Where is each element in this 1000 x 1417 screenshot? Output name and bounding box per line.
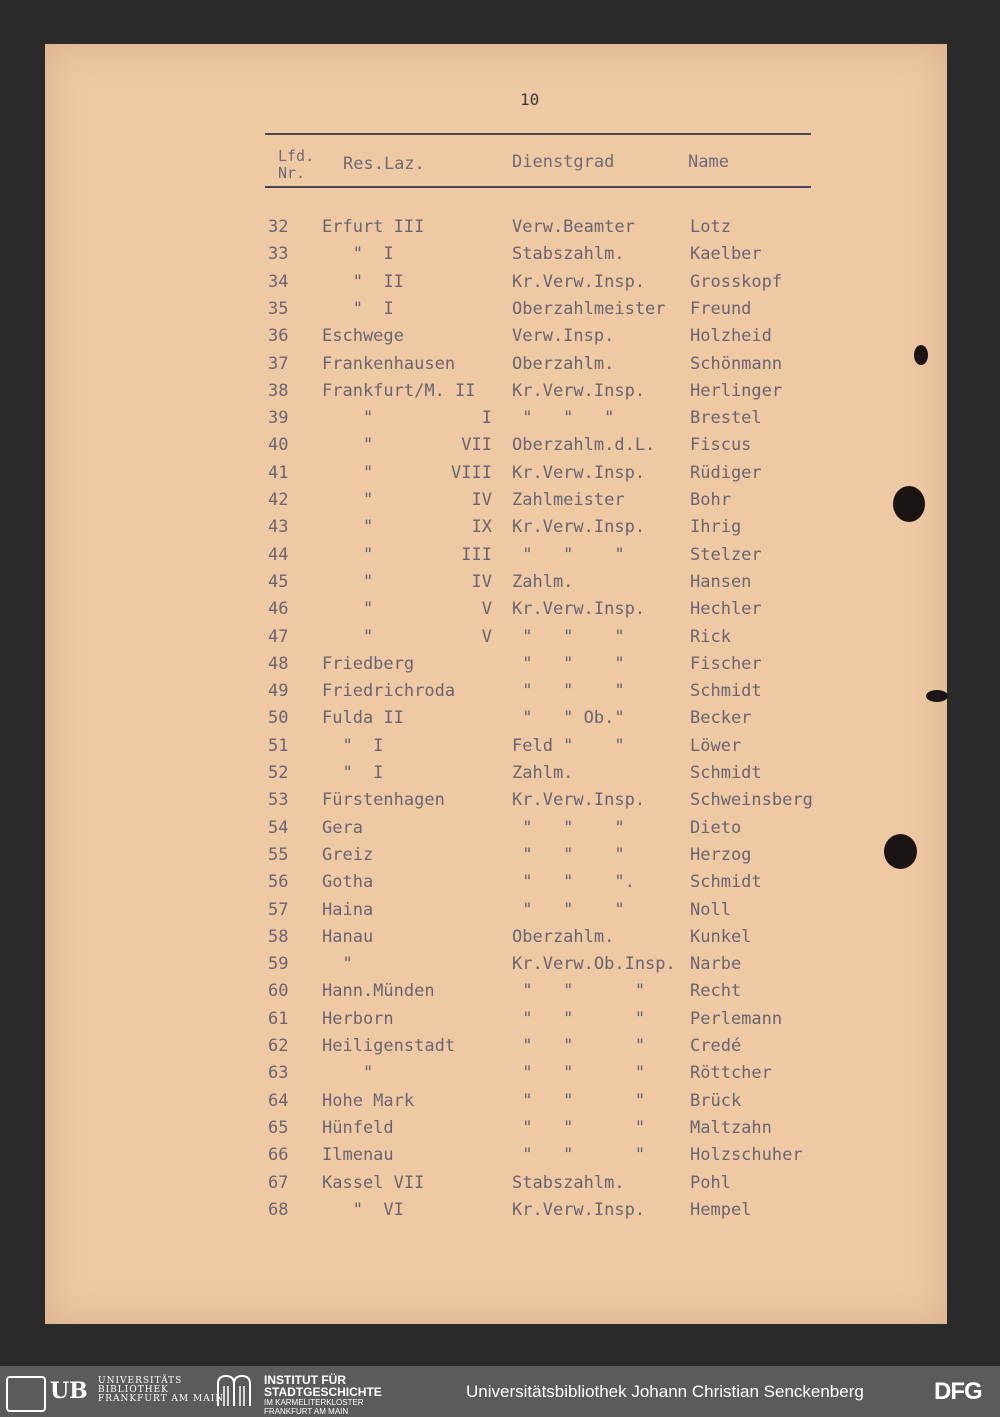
header-lfd: Lfd. xyxy=(278,147,315,165)
row-rank: Oberzahlm.d.L. xyxy=(512,435,656,456)
table-row xyxy=(0,900,1000,927)
row-rank: Stabszahlm. xyxy=(512,1172,625,1193)
row-name: Hansen xyxy=(690,571,752,592)
row-location-numeral: IV xyxy=(471,490,492,510)
row-number: 36 xyxy=(268,326,289,347)
row-location: Fulda II xyxy=(322,708,404,729)
row-rank: " " " xyxy=(512,1036,646,1056)
column-header-dienstgrad: Dienstgrad xyxy=(512,152,615,172)
row-location: " VI xyxy=(322,1199,404,1220)
row-location: " xyxy=(322,435,374,456)
table-row xyxy=(0,681,1000,708)
row-location-numeral: VIII xyxy=(451,462,492,483)
table-row xyxy=(0,1063,1000,1090)
row-name: Hechler xyxy=(690,599,762,620)
paper-mark xyxy=(914,345,928,365)
paper-mark xyxy=(926,690,948,702)
table-row xyxy=(0,1200,1000,1227)
table-row xyxy=(0,790,1000,817)
row-location: " I xyxy=(322,244,394,265)
row-number: 64 xyxy=(268,1090,289,1111)
row-number: 54 xyxy=(268,817,289,838)
row-name: Maltzahn xyxy=(690,1117,772,1138)
table-row xyxy=(0,381,1000,408)
row-rank: Verw.Beamter xyxy=(512,217,635,237)
row-location: Herborn xyxy=(322,1008,394,1029)
row-name: Kunkel xyxy=(690,926,752,947)
table-row xyxy=(0,763,1000,790)
table-row xyxy=(0,217,1000,244)
row-number: 32 xyxy=(268,217,289,237)
row-rank: Kr.Verw.Insp. xyxy=(512,271,646,292)
row-rank: " " ". xyxy=(512,872,635,893)
row-number: 38 xyxy=(268,380,289,401)
table-row xyxy=(0,1118,1000,1145)
row-rank: " " " xyxy=(512,817,625,838)
row-rank: Verw.Insp. xyxy=(512,326,615,347)
table-row xyxy=(0,708,1000,735)
row-number: 51 xyxy=(268,735,289,756)
row-rank: Kr.Verw.Insp. xyxy=(512,790,646,811)
table-row xyxy=(0,244,1000,271)
row-rank: Oberzahlm. xyxy=(512,353,615,374)
table-row xyxy=(0,736,1000,763)
row-name: Rüdiger xyxy=(690,462,762,483)
row-rank: " " " xyxy=(512,1008,646,1029)
row-name: Hempel xyxy=(690,1199,752,1220)
row-number: 65 xyxy=(268,1117,289,1138)
row-number: 43 xyxy=(268,517,289,538)
row-location: " I xyxy=(322,735,384,756)
row-name: Perlemann xyxy=(690,1008,783,1029)
row-name: Schweinsberg xyxy=(690,790,813,811)
isg-emblem-icon xyxy=(214,1374,254,1408)
table-row xyxy=(0,490,1000,517)
row-number: 37 xyxy=(268,353,289,374)
table-row xyxy=(0,927,1000,954)
row-location: " xyxy=(322,462,374,483)
row-number: 50 xyxy=(268,708,289,729)
row-location: Kassel VII xyxy=(322,1172,425,1193)
row-rank: " " Ob." xyxy=(512,708,625,729)
row-location-numeral: VII xyxy=(461,435,492,456)
table-row xyxy=(0,272,1000,299)
row-name: Fiscus xyxy=(690,435,752,456)
table-row xyxy=(0,1009,1000,1036)
row-location: Gotha xyxy=(322,872,374,893)
row-name: Löwer xyxy=(690,735,742,756)
row-number: 48 xyxy=(268,653,289,674)
row-name: Dieto xyxy=(690,817,742,838)
row-name: Pohl xyxy=(690,1172,731,1193)
row-number: 46 xyxy=(268,599,289,620)
row-name: Grosskopf xyxy=(690,271,783,292)
row-location: " xyxy=(322,1063,374,1084)
table-row xyxy=(0,1091,1000,1118)
row-name: Credé xyxy=(690,1036,742,1056)
row-number: 33 xyxy=(268,244,289,265)
row-rank: Kr.Verw.Insp. xyxy=(512,1199,646,1220)
table-row xyxy=(0,981,1000,1008)
row-rank: " " " xyxy=(512,653,625,674)
row-location: Hohe Mark xyxy=(322,1090,415,1111)
row-location: Hünfeld xyxy=(322,1117,394,1138)
row-location: Gera xyxy=(322,817,363,838)
row-location: " II xyxy=(322,271,404,292)
table-row xyxy=(0,1036,1000,1063)
row-number: 62 xyxy=(268,1036,289,1056)
row-rank: " " " xyxy=(512,1063,646,1084)
table-row xyxy=(0,954,1000,981)
table-row xyxy=(0,354,1000,381)
row-location: " xyxy=(322,408,374,429)
column-header-name: Name xyxy=(688,152,729,172)
ub-line-1: UNIVERSITÄTS xyxy=(98,1376,183,1386)
table-row xyxy=(0,627,1000,654)
row-rank: Kr.Verw.Insp. xyxy=(512,599,646,620)
row-rank: " " " xyxy=(512,408,615,429)
row-number: 47 xyxy=(268,626,289,647)
ub-emblem-icon xyxy=(6,1376,46,1412)
row-rank: " " " xyxy=(512,1145,646,1166)
isg-line-1: INSTITUT FÜR xyxy=(264,1373,346,1387)
column-header-res-laz: Res.Laz. xyxy=(343,154,425,174)
row-name: Bohr xyxy=(690,490,731,510)
row-location: " xyxy=(322,954,353,975)
row-location: " xyxy=(322,626,374,647)
row-number: 59 xyxy=(268,954,289,975)
isg-line-4: FRANKFURT AM MAIN xyxy=(264,1407,349,1416)
row-rank: Feld " " xyxy=(512,735,625,756)
row-number: 57 xyxy=(268,899,289,920)
row-location-numeral: V xyxy=(481,599,492,620)
row-location: " xyxy=(322,571,374,592)
row-name: Lotz xyxy=(690,217,731,237)
row-number: 63 xyxy=(268,1063,289,1084)
dfg-logo[interactable]: DFG xyxy=(934,1378,982,1405)
row-rank: Kr.Verw.Insp. xyxy=(512,517,646,538)
row-location: Ilmenau xyxy=(322,1145,394,1166)
row-number: 45 xyxy=(268,571,289,592)
row-name: Schönmann xyxy=(690,353,783,374)
row-name: Fischer xyxy=(690,653,762,674)
row-location: " I xyxy=(322,763,384,783)
footer-bar xyxy=(0,1366,1000,1417)
row-number: 55 xyxy=(268,844,289,865)
table-row xyxy=(0,845,1000,872)
row-number: 60 xyxy=(268,981,289,1002)
row-rank: Zahlm. xyxy=(512,571,574,592)
table-row xyxy=(0,572,1000,599)
ub-line-3: FRANKFURT AM MAIN xyxy=(98,1394,225,1404)
row-location: Haina xyxy=(322,899,374,920)
row-number: 42 xyxy=(268,490,289,510)
row-rank: " " " xyxy=(512,899,625,920)
row-location: " xyxy=(322,599,374,620)
table-row xyxy=(0,299,1000,326)
row-location-numeral: IX xyxy=(471,517,492,538)
column-header-lfd-nr xyxy=(278,148,314,182)
row-name: Rick xyxy=(690,626,731,647)
table-row xyxy=(0,408,1000,435)
row-location: " xyxy=(322,517,374,538)
row-number: 35 xyxy=(268,298,289,319)
row-location: " I xyxy=(322,298,394,319)
row-location: Friedrichroda xyxy=(322,681,456,702)
row-name: Holzschuher xyxy=(690,1145,803,1166)
row-rank: " " " xyxy=(512,681,625,702)
row-number: 53 xyxy=(268,790,289,811)
row-location: Eschwege xyxy=(322,326,404,347)
ub-logo-text: UB xyxy=(50,1378,88,1404)
header-rule-bottom xyxy=(265,186,811,188)
row-location: Heiligenstadt xyxy=(322,1036,456,1056)
isg-line-3: IM KARMELITERKLOSTER xyxy=(264,1398,364,1407)
ub-line-2: BIBLIOTHEK xyxy=(98,1385,169,1395)
ub-logo-caption xyxy=(98,1377,224,1404)
row-location-numeral: III xyxy=(461,544,492,565)
row-number: 66 xyxy=(268,1145,289,1166)
table-row xyxy=(0,517,1000,544)
row-location: " xyxy=(322,544,374,565)
table-row xyxy=(0,435,1000,462)
row-location: Hann.Münden xyxy=(322,981,435,1002)
row-number: 56 xyxy=(268,872,289,893)
row-location: Fürstenhagen xyxy=(322,790,445,811)
row-name: Holzheid xyxy=(690,326,772,347)
row-location: Friedberg xyxy=(322,653,415,674)
row-rank: " " " xyxy=(512,981,646,1002)
row-name: Noll xyxy=(690,899,731,920)
row-rank: Zahlm. xyxy=(512,763,574,783)
row-name: Freund xyxy=(690,298,752,319)
row-rank: " " " xyxy=(512,544,625,565)
row-rank: Oberzahlmeister xyxy=(512,298,666,319)
table-row xyxy=(0,1173,1000,1200)
table-row xyxy=(0,326,1000,353)
library-name-link[interactable]: Universitätsbibliothek Johann Christian Senckenberg xyxy=(466,1382,864,1401)
row-number: 61 xyxy=(268,1008,289,1029)
row-rank: Stabszahlm. xyxy=(512,244,625,265)
row-name: Kaelber xyxy=(690,244,762,265)
row-rank: " " " xyxy=(512,844,625,865)
row-name: Brestel xyxy=(690,408,762,429)
row-name: Stelzer xyxy=(690,544,762,565)
row-number: 67 xyxy=(268,1172,289,1193)
table-row xyxy=(0,545,1000,572)
table-row xyxy=(0,1145,1000,1172)
row-name: Narbe xyxy=(690,954,742,975)
table-row xyxy=(0,463,1000,490)
row-name: Schmidt xyxy=(690,763,762,783)
row-number: 68 xyxy=(268,1199,289,1220)
row-location: Erfurt III xyxy=(322,217,425,237)
row-number: 52 xyxy=(268,763,289,783)
row-rank: Zahlmeister xyxy=(512,490,625,510)
row-name: Ihrig xyxy=(690,517,742,538)
table-row xyxy=(0,818,1000,845)
row-name: Becker xyxy=(690,708,752,729)
row-name: Röttcher xyxy=(690,1063,772,1084)
punch-hole-bottom xyxy=(884,834,917,869)
row-number: 34 xyxy=(268,271,289,292)
row-number: 49 xyxy=(268,681,289,702)
row-rank: " " " xyxy=(512,626,625,647)
row-rank: " " " xyxy=(512,1090,646,1111)
row-location: Hanau xyxy=(322,926,374,947)
table-row xyxy=(0,599,1000,626)
page-number: 10 xyxy=(520,90,540,109)
row-rank: " " " xyxy=(512,1117,646,1138)
header-rule-top xyxy=(265,133,811,135)
row-number: 39 xyxy=(268,408,289,429)
header-nr: Nr. xyxy=(278,164,306,182)
row-location: " xyxy=(322,490,374,510)
row-location: Frankenhausen xyxy=(322,353,456,374)
row-rank: Kr.Verw.Ob.Insp. xyxy=(512,954,676,975)
row-location-numeral: V xyxy=(481,626,492,647)
row-name: Herlinger xyxy=(690,380,783,401)
row-name: Herzog xyxy=(690,844,752,865)
row-number: 41 xyxy=(268,462,289,483)
row-location: Greiz xyxy=(322,844,374,865)
row-location-numeral: IV xyxy=(471,571,492,592)
table-row xyxy=(0,872,1000,899)
table-row xyxy=(0,654,1000,681)
punch-hole-top xyxy=(893,486,925,522)
row-name: Schmidt xyxy=(690,681,762,702)
row-number: 44 xyxy=(268,544,289,565)
isg-logo[interactable] xyxy=(264,1374,382,1416)
row-name: Brück xyxy=(690,1090,742,1111)
row-number: 40 xyxy=(268,435,289,456)
row-rank: Kr.Verw.Insp. xyxy=(512,462,646,483)
row-location-numeral: I xyxy=(481,408,492,429)
row-rank: Oberzahlm. xyxy=(512,926,615,947)
row-rank: Kr.Verw.Insp. xyxy=(512,380,646,401)
row-name: Schmidt xyxy=(690,872,762,893)
isg-line-2: STADTGESCHICHTE xyxy=(264,1385,382,1399)
row-location: Frankfurt/M. II xyxy=(322,380,476,401)
row-name: Recht xyxy=(690,981,742,1002)
row-number: 58 xyxy=(268,926,289,947)
